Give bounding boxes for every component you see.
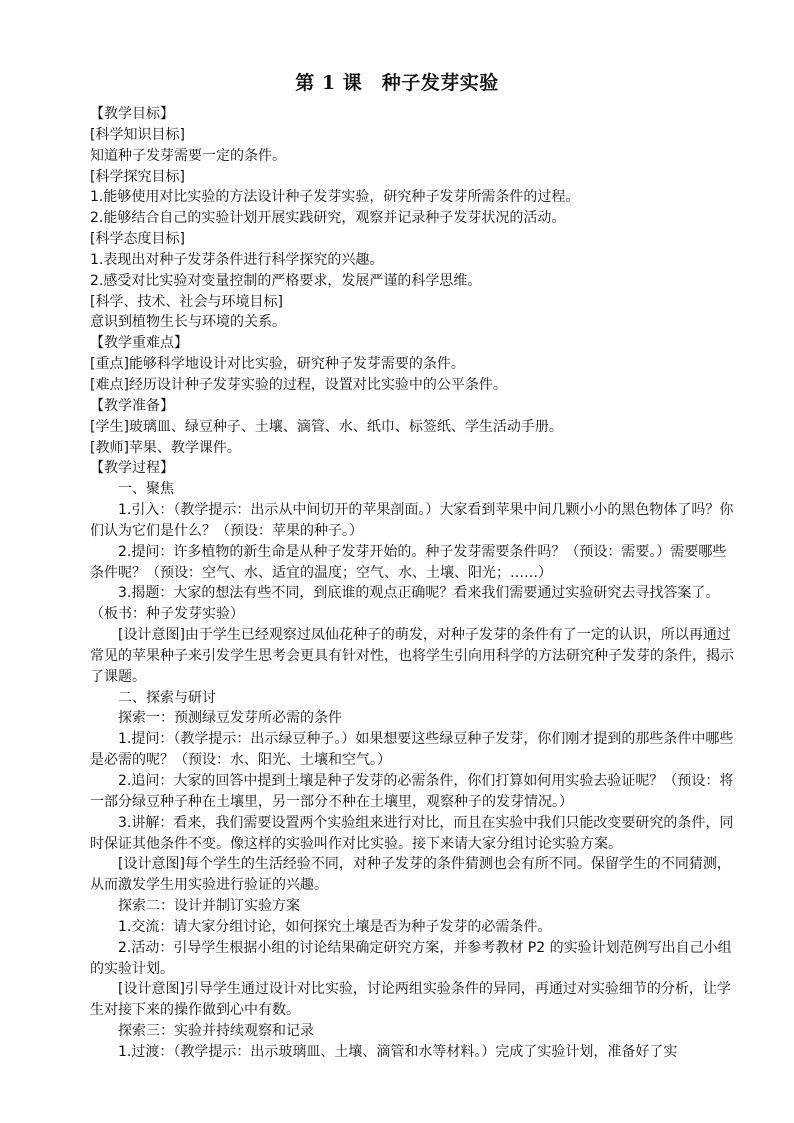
paragraph: [科学探究目标] [90,168,185,185]
paragraph: 2.活动：引导学生根据小组的讨论结果确定研究方案，并参考教材 P2 的实验计划范例写出自己小组的实验计划。 [90,939,732,977]
paragraph: 探索二：设计并制订实验方案 [118,898,300,915]
paragraph: [设计意图]每个学生的生活经验不同，对种子发芽的条件猜测也会有所不同。保留学生的不同猜测，从而激发学生用实验进行验证的兴趣。 [90,856,731,894]
paragraph: 1.交流：请大家分组讨论，如何探究土壤是否为种子发芽的必需条件。 [118,918,552,935]
paragraph: 知道种子发芽需要一定的条件。 [90,147,286,164]
paragraph: [设计意图]引导学生通过设计对比实验，讨论两组实验条件的异同，再通过对实验细节的分析，让学生对接下来的操作做到心中有数。 [90,981,731,1019]
paragraph: [难点]经历设计种子发芽实验的过程，设置对比实验中的公平条件。 [90,376,507,393]
paragraph: 1.引入：（教学提示：出示从中间切开的苹果剖面。）大家看到苹果中间几颗小小的黑色物体了吗？你们认为它们是什么？（预设：苹果的种子。） [90,502,734,539]
paragraph: 1.提问：（教学提示：出示绿豆种子。）如果想要这些绿豆种子发芽，你们刚才提到的那些条件中哪些是必需的呢？（预设：水、阳光、土壤和空气。） [90,731,734,769]
paragraph: 一、聚焦 [118,481,174,498]
paragraph: [科学知识目标] [90,126,185,143]
paragraph: [学生]玻璃皿、绿豆种子、土壤、滴管、水、纸巾、标签纸、学生活动手册。 [90,418,563,435]
paragraph: [教师]苹果、教学课件。 [90,439,241,456]
section-heading: 【教学重难点】 [90,335,188,352]
lesson-title: 第 1 课 种子发芽实验 [295,72,499,94]
paragraph: 意识到植物生长与环境的关系。 [90,314,286,331]
paragraph: [科学态度目标] [90,231,185,248]
paragraph: 探索三：实验并持续观察和记录 [118,1023,314,1040]
paragraph: 二、探索与研讨 [118,689,216,706]
paragraph: 1.过渡：（教学提示：出示玻璃皿、土壤、滴管和水等材料。）完成了实验计划，准备好了实 [118,1043,678,1060]
paragraph: [重点]能够科学地设计对比实验，研究种子发芽需要的条件。 [90,356,465,373]
paragraph: 3.讲解：看来，我们需要设置两个实验组来进行对比，而且在实验中我们只能改变要研究的条件，同时保证其他条件不变。像这样的实验叫作对比实验。接下来请大家分组讨论实验方案。 [90,814,734,852]
paragraph: 2.追问：大家的回答中提到土壤是种子发芽的必需条件，你们打算如何用实验去验证呢？（预设：将一部分绿豆种子种在土壤里，另一部分不种在土壤里，观察种子的发芽情况。） [90,773,734,810]
paragraph: 2.提问：许多植物的新生命是从种子发芽开始的。种子发芽需要条件吗？（预设：需要。）需要哪些条件呢？（预设：空气、水、适宜的温度；空气、水、土壤、阳光；……） [90,543,727,581]
paragraph: 1.能够使用对比实验的方法设计种子发芽实验，研究种子发芽所需条件的过程。 [90,189,580,206]
document-body [90,104,736,1063]
section-heading: 【教学目标】 [90,106,174,122]
paragraph: 3.揭题：大家的想法有些不同，到底谁的观点正确呢？看来我们需要通过实验研究去寻找答案了。（板书：种子发芽实验） [90,585,720,623]
section-heading: 【教学准备】 [90,397,174,414]
paragraph: [科学、技术、社会与环境目标] [90,293,283,310]
paragraph: 2.能够结合自己的实验计划开展实践研究，观察并记录种子发芽状况的活动。 [90,210,566,227]
paragraph: [设计意图]由于学生已经观察过凤仙花种子的萌发，对种子发芽的条件有了一定的认识，所以再通过常见的苹果种子来引发学生思考会更具有针对性，也将学生引向用科学的方法研究种子发芽的条件，揭示了课题。 [90,627,734,685]
paragraph: 1.表现出对种子发芽条件进行科学探究的兴趣。 [90,251,384,268]
section-heading: 【教学过程】 [90,460,174,477]
paragraph: 探索一：预测绿豆发芽所必需的条件 [118,710,342,727]
paragraph: 2.感受对比实验对变量控制的严格要求，发展严谨的科学思维。 [90,272,482,289]
